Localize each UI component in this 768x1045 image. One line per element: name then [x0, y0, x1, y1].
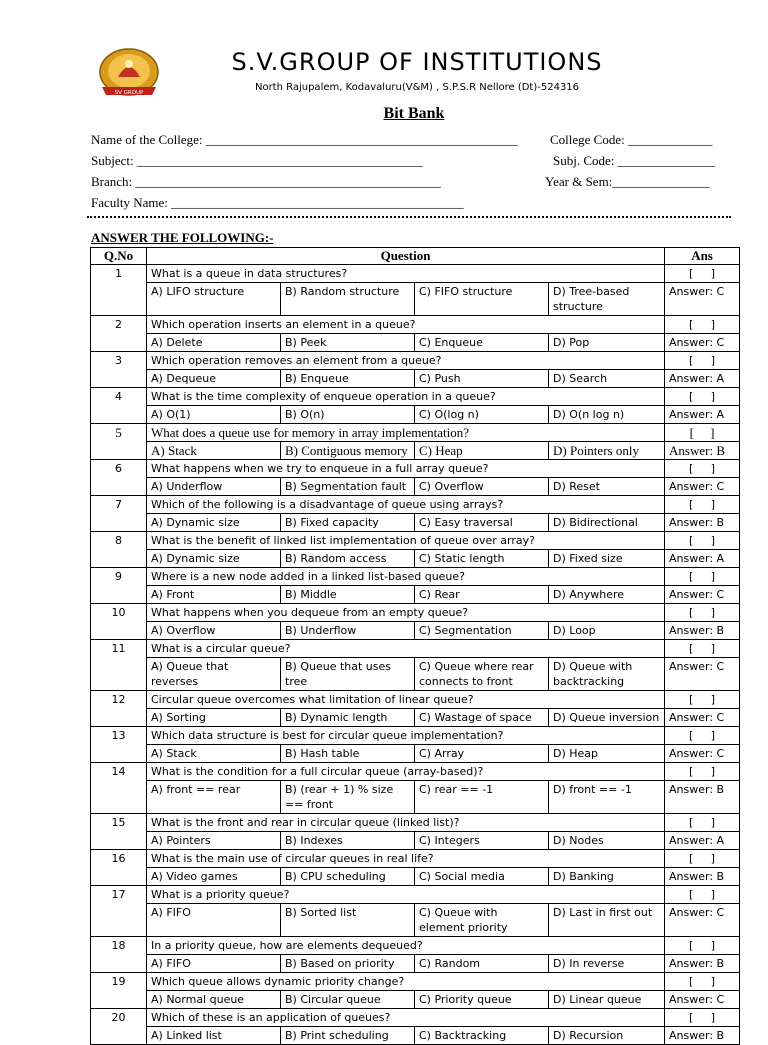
question-text: Which data structure is best for circular queue implementation?: [147, 727, 665, 745]
option-cell: C) Integers: [415, 832, 549, 850]
option-cell: D) Last in first out: [549, 904, 665, 937]
option-cell: B) Fixed capacity: [281, 514, 415, 532]
answer-bracket: [ ]: [665, 424, 740, 442]
option-cell: B) (rear + 1) % size == front: [281, 781, 415, 814]
question-row: [91, 496, 740, 514]
answer-bracket: [ ]: [665, 814, 740, 832]
option-cell: C) Heap: [415, 442, 549, 460]
option-cell: C) Social media: [415, 868, 549, 886]
option-cell: B) Based on priority: [281, 955, 415, 973]
option-cell: A) Normal queue: [147, 991, 281, 1009]
question-number: 3: [91, 352, 147, 388]
question-row: [91, 937, 740, 955]
answer-key: Answer: A: [665, 550, 740, 568]
options-row: [91, 904, 740, 937]
answer-bracket: [ ]: [665, 886, 740, 904]
answer-bracket: [ ]: [665, 604, 740, 622]
option-cell: B) O(n): [281, 406, 415, 424]
answer-key: Answer: A: [665, 832, 740, 850]
question-text: Which operation removes an element from a queue?: [147, 352, 665, 370]
option-cell: A) Stack: [147, 442, 281, 460]
question-row: [91, 640, 740, 658]
question-number: 19: [91, 973, 147, 1009]
document-title: Bit Bank: [383, 105, 445, 122]
year-sem-field: Year & Sem:_______________: [545, 174, 710, 189]
option-cell: D) Anywhere: [549, 586, 665, 604]
answer-bracket: [ ]: [665, 532, 740, 550]
question-row: [91, 352, 740, 370]
option-cell: D) Loop: [549, 622, 665, 640]
option-cell: A) FIFO: [147, 955, 281, 973]
answer-key: Answer: B: [665, 955, 740, 973]
option-cell: C) Push: [415, 370, 549, 388]
question-number: 15: [91, 814, 147, 850]
institution-name: S.V.GROUP OF INSTITUTIONS: [231, 48, 603, 76]
option-cell: C) O(log n): [415, 406, 549, 424]
option-cell: D) Pop: [549, 334, 665, 352]
question-number: 8: [91, 532, 147, 568]
option-cell: C) Easy traversal: [415, 514, 549, 532]
answer-bracket: [ ]: [665, 496, 740, 514]
answer-key: Answer: C: [665, 658, 740, 691]
option-cell: D) Linear queue: [549, 991, 665, 1009]
option-cell: B) Hash table: [281, 745, 415, 763]
option-cell: C) Queue with element priority: [415, 904, 549, 937]
question-table: [90, 247, 740, 1045]
answer-key: Answer: C: [665, 283, 740, 316]
option-cell: D) Recursion: [549, 1027, 665, 1045]
subject-code-field: Subj. Code: _______________: [553, 153, 716, 168]
option-cell: A) Stack: [147, 745, 281, 763]
subject-field: Subject: ____________________________________________: [91, 153, 423, 168]
option-cell: C) Wastage of space: [415, 709, 549, 727]
question-text: Which operation inserts an element in a queue?: [147, 316, 665, 334]
option-cell: B) Random structure: [281, 283, 415, 316]
option-cell: D) Fixed size: [549, 550, 665, 568]
options-row: [91, 832, 740, 850]
question-number: 14: [91, 763, 147, 814]
section-heading: ANSWER THE FOLLOWING:-: [91, 230, 274, 245]
question-number: 13: [91, 727, 147, 763]
option-cell: C) Rear: [415, 586, 549, 604]
option-cell: B) Print scheduling: [281, 1027, 415, 1045]
option-cell: A) O(1): [147, 406, 281, 424]
option-cell: A) FIFO: [147, 904, 281, 937]
question-row: [91, 727, 740, 745]
answer-bracket: [ ]: [665, 316, 740, 334]
option-cell: A) Queue that reverses: [147, 658, 281, 691]
question-text: What is a queue in data structures?: [147, 265, 665, 283]
question-text: What is the time complexity of enqueue operation in a queue?: [147, 388, 665, 406]
college-name-field: Name of the College: ________________________________________________: [91, 132, 518, 147]
question-number: 9: [91, 568, 147, 604]
question-number: 17: [91, 886, 147, 937]
header-qno: Q.No: [91, 248, 147, 265]
question-number: 12: [91, 691, 147, 727]
answer-bracket: [ ]: [665, 388, 740, 406]
answer-key: Answer: B: [665, 442, 740, 460]
option-cell: D) Pointers only: [549, 442, 665, 460]
option-cell: C) FIFO structure: [415, 283, 549, 316]
option-cell: C) Queue where rear connects to front: [415, 658, 549, 691]
question-row: [91, 532, 740, 550]
question-number: 16: [91, 850, 147, 886]
options-row: [91, 514, 740, 532]
question-text: What happens when you dequeue from an empty queue?: [147, 604, 665, 622]
college-code-field: College Code: _____________: [550, 132, 713, 147]
options-row: [91, 991, 740, 1009]
options-row: [91, 478, 740, 496]
answer-key: Answer: B: [665, 1027, 740, 1045]
option-cell: B) Peek: [281, 334, 415, 352]
option-cell: D) Heap: [549, 745, 665, 763]
option-cell: C) Overflow: [415, 478, 549, 496]
question-text: Circular queue overcomes what limitation of linear queue?: [147, 691, 665, 709]
question-text: What happens when we try to enqueue in a full array queue?: [147, 460, 665, 478]
question-number: 20: [91, 1009, 147, 1045]
option-cell: B) Middle: [281, 586, 415, 604]
question-row: [91, 568, 740, 586]
option-cell: D) Queue with backtracking: [549, 658, 665, 691]
option-cell: B) Underflow: [281, 622, 415, 640]
answer-key: Answer: B: [665, 781, 740, 814]
question-row: [91, 265, 740, 283]
question-text: What is a priority queue?: [147, 886, 665, 904]
option-cell: A) Pointers: [147, 832, 281, 850]
answer-key: Answer: C: [665, 478, 740, 496]
question-number: 18: [91, 937, 147, 973]
option-cell: D) Bidirectional: [549, 514, 665, 532]
option-cell: A) Dynamic size: [147, 514, 281, 532]
answer-key: Answer: C: [665, 586, 740, 604]
answer-key: Answer: B: [665, 622, 740, 640]
option-cell: A) Video games: [147, 868, 281, 886]
answer-key: Answer: B: [665, 868, 740, 886]
question-number: 1: [91, 265, 147, 316]
answer-key: Answer: C: [665, 991, 740, 1009]
option-cell: B) Segmentation fault: [281, 478, 415, 496]
answer-bracket: [ ]: [665, 265, 740, 283]
answer-key: Answer: C: [665, 745, 740, 763]
header-ans: Ans: [665, 248, 740, 265]
options-row: [91, 550, 740, 568]
question-text: What does a queue use for memory in array implementation?: [147, 424, 665, 442]
option-cell: B) Indexes: [281, 832, 415, 850]
answer-key: Answer: A: [665, 370, 740, 388]
question-text: In a priority queue, how are elements dequeued?: [147, 937, 665, 955]
option-cell: D) Reset: [549, 478, 665, 496]
question-row: [91, 763, 740, 781]
option-cell: D) Search: [549, 370, 665, 388]
option-cell: B) Sorted list: [281, 904, 415, 937]
question-number: 11: [91, 640, 147, 691]
options-row: [91, 442, 740, 460]
answer-key: Answer: C: [665, 334, 740, 352]
option-cell: C) Static length: [415, 550, 549, 568]
options-row: [91, 868, 740, 886]
answer-bracket: [ ]: [665, 850, 740, 868]
question-row: [91, 886, 740, 904]
options-row: [91, 622, 740, 640]
answer-bracket: [ ]: [665, 568, 740, 586]
question-row: [91, 814, 740, 832]
options-row: [91, 658, 740, 691]
option-cell: B) Enqueue: [281, 370, 415, 388]
question-text: What is the main use of circular queues in real life?: [147, 850, 665, 868]
options-row: [91, 283, 740, 316]
answer-key: Answer: A: [665, 406, 740, 424]
option-cell: C) Array: [415, 745, 549, 763]
option-cell: D) Tree-based structure: [549, 283, 665, 316]
options-row: [91, 334, 740, 352]
options-row: [91, 1027, 740, 1045]
answer-key: Answer: B: [665, 514, 740, 532]
option-cell: A) Underflow: [147, 478, 281, 496]
question-number: 5: [91, 424, 147, 460]
option-cell: A) Front: [147, 586, 281, 604]
answer-bracket: [ ]: [665, 937, 740, 955]
question-row: [91, 424, 740, 442]
question-text: Which of the following is a disadvantage of queue using arrays?: [147, 496, 665, 514]
dotted-divider: [87, 216, 731, 218]
question-text: What is the front and rear in circular queue (linked list)?: [147, 814, 665, 832]
question-number: 7: [91, 496, 147, 532]
answer-key: Answer: C: [665, 904, 740, 937]
option-cell: B) Queue that uses tree: [281, 658, 415, 691]
option-cell: A) Sorting: [147, 709, 281, 727]
option-cell: A) Dynamic size: [147, 550, 281, 568]
question-number: 2: [91, 316, 147, 352]
option-cell: C) Priority queue: [415, 991, 549, 1009]
option-cell: D) Queue inversion: [549, 709, 665, 727]
answer-bracket: [ ]: [665, 691, 740, 709]
option-cell: A) Overflow: [147, 622, 281, 640]
answer-bracket: [ ]: [665, 640, 740, 658]
question-text: What is the condition for a full circular queue (array-based)?: [147, 763, 665, 781]
question-row: [91, 850, 740, 868]
option-cell: D) front == -1: [549, 781, 665, 814]
question-row: [91, 460, 740, 478]
header-question: Question: [147, 248, 665, 265]
question-number: 10: [91, 604, 147, 640]
option-cell: B) Dynamic length: [281, 709, 415, 727]
header-fields: [91, 130, 741, 214]
option-cell: D) In reverse: [549, 955, 665, 973]
question-number: 6: [91, 460, 147, 496]
answer-bracket: [ ]: [665, 1009, 740, 1027]
option-cell: B) Random access: [281, 550, 415, 568]
question-text: Which of these is an application of queues?: [147, 1009, 665, 1027]
option-cell: B) Circular queue: [281, 991, 415, 1009]
option-cell: C) Enqueue: [415, 334, 549, 352]
option-cell: B) CPU scheduling: [281, 868, 415, 886]
options-row: [91, 406, 740, 424]
option-cell: C) Random: [415, 955, 549, 973]
question-number: 4: [91, 388, 147, 424]
answer-bracket: [ ]: [665, 973, 740, 991]
question-row: [91, 316, 740, 334]
answer-bracket: [ ]: [665, 352, 740, 370]
options-row: [91, 370, 740, 388]
institution-address: North Rajupalem, Kodavaluru(V&M) , S.P.S.R Nellore (Dt)-524316: [254, 82, 580, 93]
option-cell: D) Nodes: [549, 832, 665, 850]
answer-key: Answer: C: [665, 709, 740, 727]
option-cell: A) Linked list: [147, 1027, 281, 1045]
option-cell: C) rear == -1: [415, 781, 549, 814]
question-text: Which queue allows dynamic priority change?: [147, 973, 665, 991]
question-text: What is a circular queue?: [147, 640, 665, 658]
question-text: Where is a new node added in a linked list-based queue?: [147, 568, 665, 586]
option-cell: C) Segmentation: [415, 622, 549, 640]
option-cell: C) Backtracking: [415, 1027, 549, 1045]
options-row: [91, 586, 740, 604]
options-row: [91, 781, 740, 814]
answer-bracket: [ ]: [665, 763, 740, 781]
branch-field: Branch: _______________________________________________: [91, 174, 441, 189]
option-cell: A) front == rear: [147, 781, 281, 814]
option-cell: A) LIFO structure: [147, 283, 281, 316]
options-row: [91, 709, 740, 727]
question-row: [91, 691, 740, 709]
faculty-field: Faculty Name: _____________________________________________: [91, 195, 464, 210]
question-text: What is the benefit of linked list implementation of queue over array?: [147, 532, 665, 550]
answer-bracket: [ ]: [665, 727, 740, 745]
question-row: [91, 604, 740, 622]
options-row: [91, 955, 740, 973]
option-cell: B) Contiguous memory: [281, 442, 415, 460]
option-cell: A) Dequeue: [147, 370, 281, 388]
option-cell: A) Delete: [147, 334, 281, 352]
options-row: [91, 745, 740, 763]
answer-bracket: [ ]: [665, 460, 740, 478]
question-row: [91, 388, 740, 406]
option-cell: D) O(n log n): [549, 406, 665, 424]
option-cell: D) Banking: [549, 868, 665, 886]
logo-text: SV GROUP: [114, 90, 144, 96]
question-row: [91, 973, 740, 991]
